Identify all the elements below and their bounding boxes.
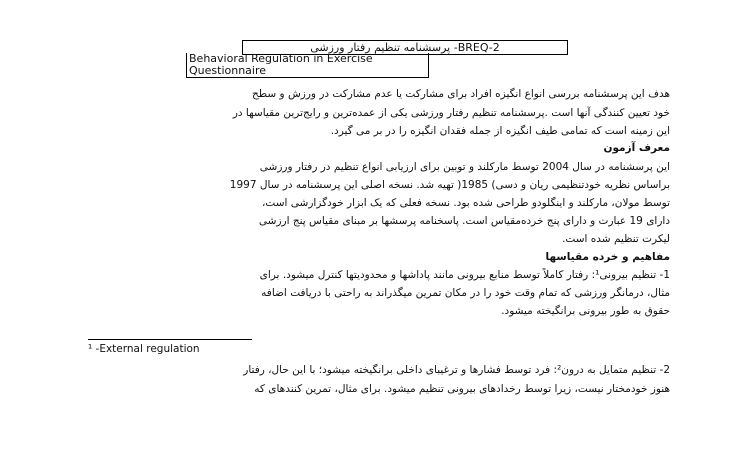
title-box-english: Behavioral Regulation in Exercise Questionnaire bbox=[186, 53, 429, 78]
title-box-persian: BREQ-2- پرسشنامه تنظیم رفتار ورزشی bbox=[242, 40, 568, 55]
footnote: ¹ -External regulation bbox=[88, 343, 200, 355]
section-heading-concepts: مفاهیم و خرده مقیاسها bbox=[545, 251, 670, 263]
section1-line-5: لیکرت تنظیم شده است. bbox=[562, 233, 670, 245]
item1-line-2: مثال، درمانگر ورزشی که تمام وقت خود را در مکان تمرین میگذراند به راحتی با دریافت اضافه bbox=[261, 287, 670, 299]
section1-line-3: توسط مولان، مارکلند و اینگلودو طراحی شده بود. نسخه فعلی که یک ابزار خودگزارشی است، bbox=[262, 197, 670, 209]
section1-line-1: این پرسشنامه در سال 2004 توسط مارکلند و توبین برای ارزیابی انواع تنظیم در رفتار ورزشی bbox=[259, 161, 670, 173]
item1-line-3: حقوق به طور بیرونی برانگیخته میشود. bbox=[501, 305, 670, 317]
section1-line-2: براساس نظریه خودتنظیمی ریان و دسی) 1985( تهیه شد. نسخه اصلی این پرسشنامه در سال 1997 bbox=[229, 179, 670, 191]
intro-line-3: این زمینه است که تمامی طیف انگیزه از جمله فقدان انگیزه را در بر می گیرد. bbox=[330, 125, 670, 137]
item2-line-2: هنوز خودمختار نیست، زیرا توسط رخدادهای بیرونی تنظیم میشود. برای مثال، تمرین کنندهای که bbox=[254, 383, 670, 395]
item2-line-1: 2- تنظیم متمایل به درون²: فرد توسط فشارها و ترغیبای داخلی برانگیخته میشود؛ با این حال، رفتار bbox=[243, 364, 670, 376]
footnote-divider bbox=[88, 339, 252, 340]
section-heading-test-intro: معرف آزمون bbox=[603, 142, 670, 154]
item1-line-1: 1- تنظیم بیرونی¹: رفتار کاملاً توسط منابع بیرونی مانند پاداشها و محدودیتها کنترل میشود. برای bbox=[259, 269, 670, 281]
intro-line-2: خود تعیین کنندگی آنها است .پرسشنامه تنظیم رفتار ورزشی یکی از عمده‌ترین و رایج‌ترین مقیاسها در bbox=[232, 107, 670, 119]
intro-line-1: هدف این پرسشنامه بررسی انواع انگیزه افراد برای مشارکت یا عدم مشارکت در ورزش و سطح bbox=[252, 88, 670, 100]
section1-line-4: دارای 19 عبارت و دارای پنج خرده‌مقیاس است. پاسخنامه پرسشها بر مبنای مقیاس پنج ارزشی bbox=[258, 215, 670, 227]
